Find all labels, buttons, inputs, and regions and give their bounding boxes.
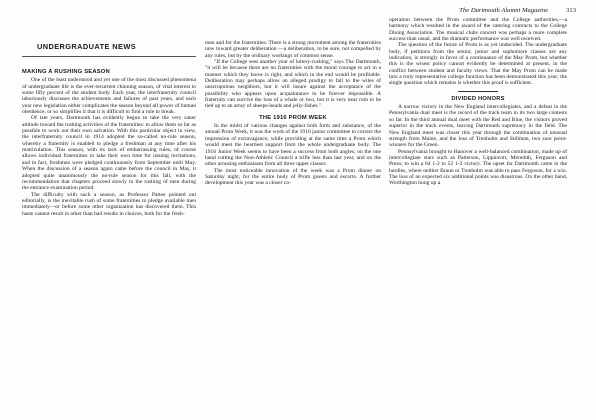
paragraph: The most noticeable innovation of the week was a Prom dinner on Saturday night, for the entire body of Prom guests and escorts. A further development this year was a closer co- — [205, 167, 381, 187]
paragraph: men and for the fraternities. There is a strong movement among the fraternities now toward greater deliberation —a deliberation, to be sure, not compelled by any rules, but by the ordinary workings of common sense. — [205, 40, 381, 59]
paragraph: One of the least understood and yet one of the most discussed phenomena of undergraduate life is the ever-recurrent chinning season, of vital interest to some fifty percent of the student body. Each year, the interfraternity council laboriously discusses the achievements and failures of past years, and each year new legislation either complicates the season beyond all power of human obedience, or so simplifies it that it is difficult to find a rule to break. — [22, 77, 196, 116]
section-divider — [458, 91, 498, 92]
paragraph: The difficulty with such a season, as Professor Pattee pointed out editorially, is the inevitable rush of some fraternities to pledge available men immediately—or before some other organization has discovered them. This haste cannot result in other than bad results in choices, both for the fresh- — [22, 191, 196, 217]
section-heading-divided-honors: DIVIDED HONORS — [451, 95, 505, 102]
paragraph: Of late years, Dartmouth has evidently begun to take the very saner attitude toward the rushing activities of the fraternities: to allow them so far as possible to work out their own salvation. With this particular object in view, the interfraternity council in 1914 adopted the so-called no-rule season, whereby a fraternity is enabled to pledge a freshman at any time after his matriculation. This season, with its lack of embarrassing rules, of course allows individual fraternities to take their own time for issuing invitations, and in fact, freshmen were pledged continuously from September until May. When the discussion of a season again came before the council in May, it adopted quite unanimously the no-rule season for this fall, with the recommendation that chapters proceed slowly in the rushing of men during the entrance examination period. — [22, 115, 196, 192]
title-rule — [22, 56, 196, 57]
section-heading-rushing: MAKING A RUSHING SEASON — [22, 69, 110, 75]
running-title: The Dartmouth Alumni Magazine — [459, 7, 548, 14]
section-heading-prom-week: THE 1916 PROM WEEK — [259, 114, 327, 121]
paragraph: The question of the future of Prom is as yet undecided. The undergraduate body, if petitions from the senior, junior and sophomore classes are any indication, is strongly in favor of a continuance of the May Prom, but whether this is the wisest policy cannot evidently be determined at present, in the conflict between student and faculty views. That the May Prom can be made into a truly representative college function has been demonstrated this year; the single question which remains is whether this proof is sufficient. — [389, 42, 567, 87]
paragraph: operation between the Prom committee and the College authorities,—a harmony which resulted in the award of the catering contracts to the College Dining Association. The musical clubs concert was perhaps a more complete success than usual, and the dramatic performance was well received. — [389, 17, 567, 43]
column-3 — [389, 17, 567, 187]
paragraph: A narrow victory in the New England intercollegiates, and a defeat in the Pennsylvania dual meet is the record of the track team in its two large contests so far. In the third annual dual meet with the Red and Blue, the visitors proved superior in the track events, leaving Dartmouth supremacy in the field. The New England meet was closer this year through the combination of unusual strength from Maine, and the loss of Trenholm and Stillman, two sure point-winners for the Green. — [389, 104, 567, 149]
column-1 — [22, 69, 196, 217]
page-title: UNDERGRADUATE NEWS — [37, 42, 137, 51]
column-2 — [205, 40, 381, 187]
paragraph: In the midst of various changes against both form and substance, of the annual Prom Week, it was the work of the 1916 junior committee to correct the impression of extravagance, while providing at the same time a Prom which would meet the heartiest support from the whole undergraduate body. The 1916 Junior Week seems to have been a success from both angles, on the one hand cutting the Non-Athletic Council a trifle less than last year, and on the other arousing enthusiasm from all three upper classes. — [205, 123, 381, 168]
paragraph: "If the College sees another year of lottery-rushing," says The Dartmouth, "it will be because there are no fraternities with the moral courage to act in a manner which they know is right, and which in the end would be profitable. Deliberation may perhaps allow an alleged prodigy to fall to the wiles of unscrupulous neighbors, but it will insure against the acceptance of the possibility who appears upon acquaintance to be forever impossible. A fraternity can survive the loss of a whale or two, but it is very near ruin to be tied up to an array of sheeps-heads and jelly-fishes." — [205, 59, 381, 110]
paragraph: Pennsylvania brought to Hanover a well-balanced combination, made up of intercollegiate stars such as Patterson, Lippincott, Meredith, Ferguson and Preso, to win a 64 1-2 to 52 1-2 victory. The upset for Dartmouth came in the hurdles, where neither Braun or Trenholm was able to pass Ferguson, for a win. The loss of an expected six additional points was disastrous. On the other hand, Worthington hung up a — [389, 148, 567, 187]
page-header — [22, 7, 576, 17]
page-number: 313 — [566, 7, 576, 14]
